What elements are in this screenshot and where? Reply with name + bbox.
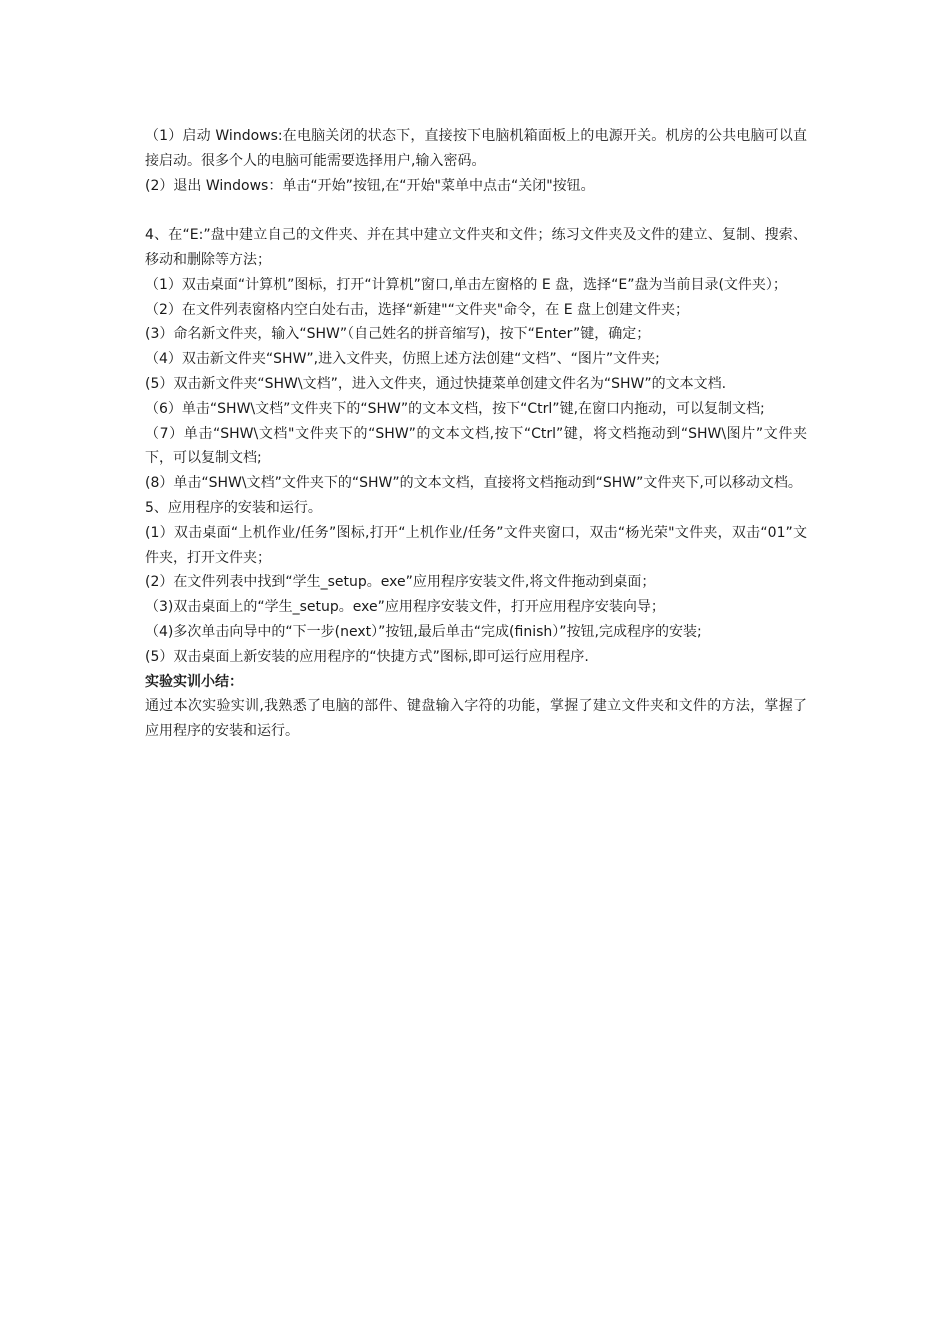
section-5-step-3: （3)双击桌面上的“学生_setup。exe”应用程序安装文件，打开应用程序安装向导； [145, 599, 665, 616]
section-4-title: 4、在“E:”盘中建立自己的文件夹、并在其中建立文件夹和文件；练习文件夹及文件的建立、复制、搜索、移动和删除等方法； [145, 227, 807, 268]
section-5-step-4: （4)多次单击向导中的“下一步(next）”按钮,最后单击“完成(finish）”按钮,完成程序的安装; [145, 623, 702, 640]
section-5-title: 5、应用程序的安装和运行。 [145, 499, 322, 516]
section-4-step-8: (8）单击“SHW\文档”文件夹下的“SHW”的文本文档，直接将文档拖动到“SHW”文件夹下,可以移动文档。 [145, 475, 802, 492]
section-4-step-1: （1）双击桌面“计算机”图标，打开“计算机”窗口,单击左窗格的 E 盘，选择“E”盘为当前目录(文件夹）； [145, 276, 787, 293]
summary-heading: 实验实训小结： [145, 673, 243, 690]
document-body [145, 124, 807, 744]
section-4-step-4: （4）双击新文件夹“SHW”,进入文件夹，仿照上述方法创建“文档”、“图片”文件夹; [145, 351, 660, 368]
step-start-windows: （1）启动 Windows:在电脑关闭的状态下，直接按下电脑机箱面板上的电源开关。机房的公共电脑可以直接启动。很多个人的电脑可能需要选择用户,输入密码。 [145, 128, 807, 169]
section-4-step-6: （6）单击“SHW\文档”文件夹下的“SHW”的文本文档，按下“Ctrl”键,在窗口内拖动，可以复制文档; [145, 400, 765, 417]
section-4-step-3: (3）命名新文件夹，输入“SHW”（自己姓名的拼音缩写)，按下“Enter”键，确定； [145, 326, 651, 343]
section-4-step-5: (5）双击新文件夹“SHW\文档”，进入文件夹，通过快捷菜单创建文件名为“SHW”的文本文档. [145, 375, 727, 392]
summary-text: 通过本次实验实训,我熟悉了电脑的部件、键盘输入字符的功能，掌握了建立文件夹和文件的方法，掌握了应用程序的安装和运行。 [145, 698, 807, 740]
section-4-step-7: （7）单击“SHW\文档"文件夹下的“SHW”的文本文档,按下“Ctrl”键，将文档拖动到“SHW\图片”文件夹下，可以复制文档; [145, 425, 807, 467]
section-5-step-5: (5）双击桌面上新安装的应用程序的“快捷方式”图标,即可运行应用程序. [145, 648, 589, 665]
section-5-step-1: (1）双击桌面“上机作业/任务”图标,打开“上机作业/任务”文件夹窗口，双击“杨光荣"文件夹，双击“01”文件夹，打开文件夹； [145, 524, 807, 566]
step-exit-windows: (2）退出 Windows：单击“开始”按钮,在“开始"菜单中点击“关闭"按钮。 [145, 177, 595, 194]
section-5-step-2: (2）在文件列表中找到“学生_setup。exe”应用程序安装文件,将文件拖动到桌面； [145, 574, 656, 591]
section-4-step-2: （2）在文件列表窗格内空白处右击，选择“新建"“文件夹"命令，在 E 盘上创建文件夹； [145, 301, 690, 318]
blank-line [145, 198, 807, 223]
